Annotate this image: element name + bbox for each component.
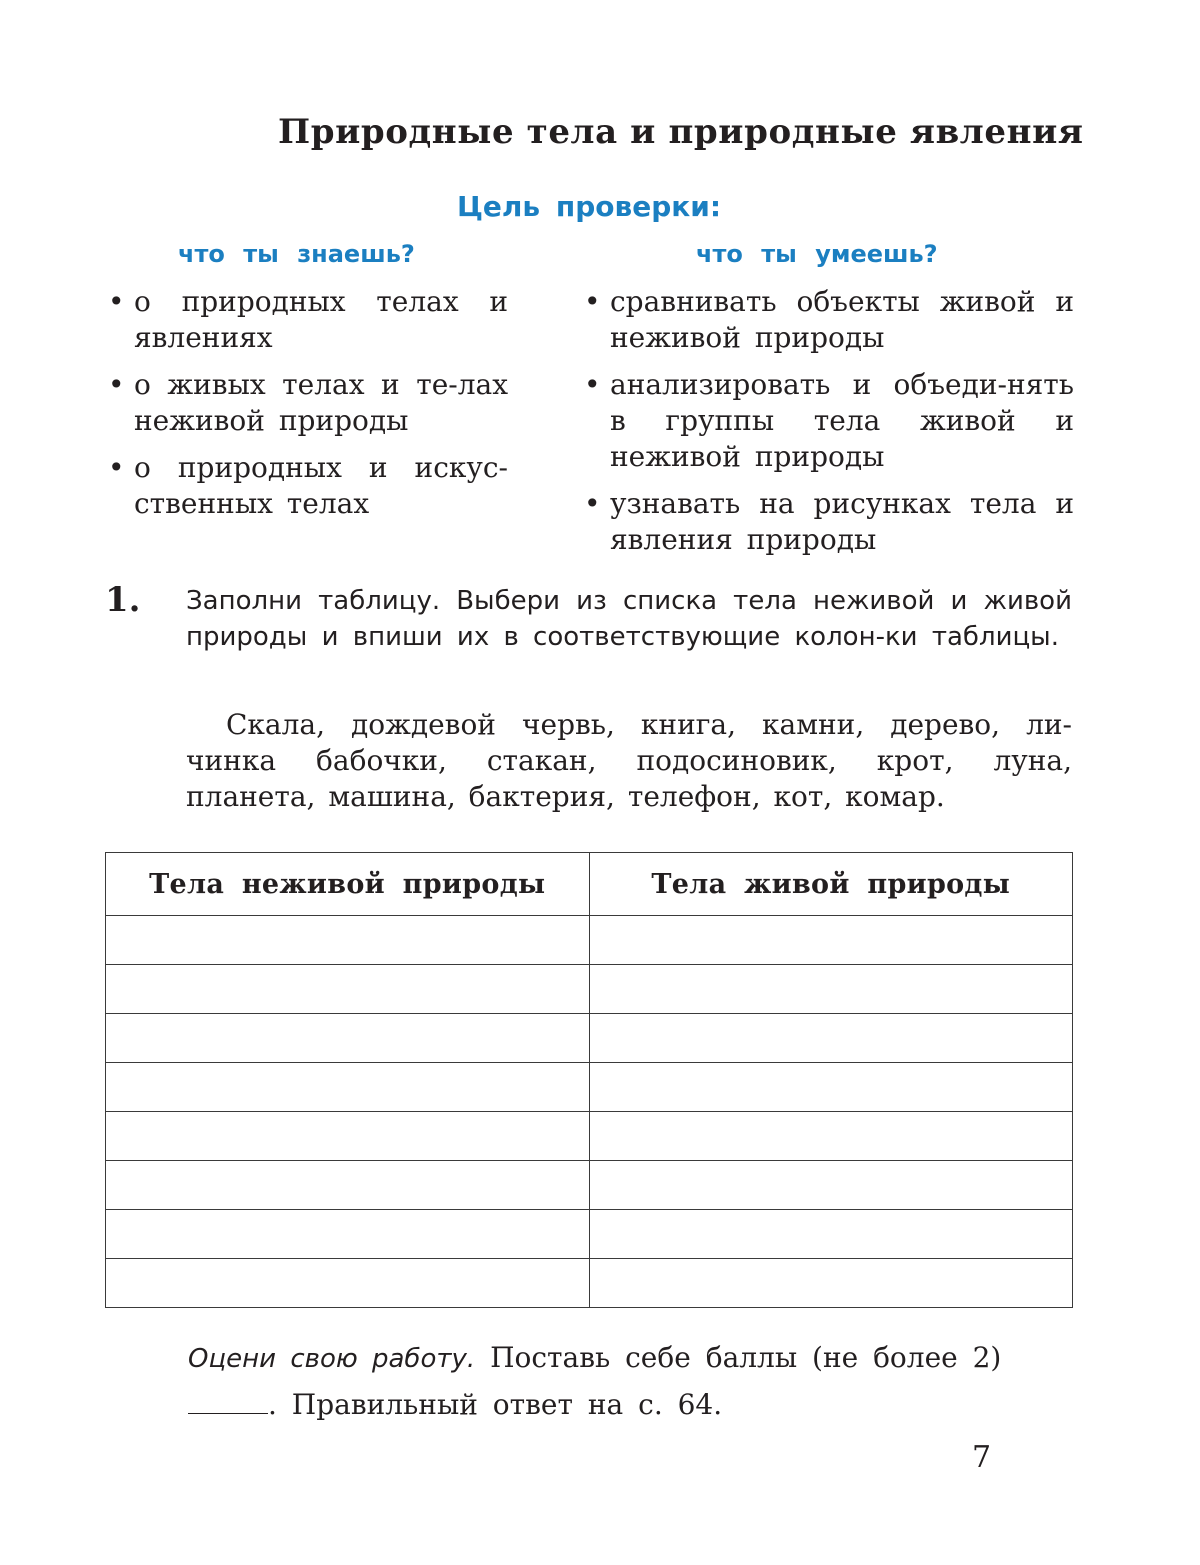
know-item-text: о природных телах и явлениях	[134, 285, 508, 354]
living-cell[interactable]	[589, 1014, 1073, 1063]
self-check-text: Поставь себе баллы (не более 2)	[490, 1341, 1002, 1374]
bullet-icon: •	[108, 451, 125, 484]
table-row	[106, 1161, 1073, 1210]
living-cell[interactable]	[589, 1063, 1073, 1112]
can-item-text: анализировать и объеди-нять в группы тела живой и неживой природы	[610, 368, 1074, 473]
nonliving-cell[interactable]	[106, 1112, 590, 1161]
table-row	[106, 916, 1073, 965]
bullet-icon: •	[584, 285, 601, 318]
nonliving-cell[interactable]	[106, 916, 590, 965]
page-number: 7	[972, 1440, 992, 1475]
bullet-icon: •	[108, 368, 125, 401]
know-item	[108, 450, 508, 522]
self-check	[188, 1335, 1072, 1428]
nonliving-cell[interactable]	[106, 1259, 590, 1308]
living-cell[interactable]	[589, 1112, 1073, 1161]
bullet-icon: •	[584, 487, 601, 520]
nonliving-cell[interactable]	[106, 1014, 590, 1063]
table-row	[106, 1063, 1073, 1112]
table-row	[106, 965, 1073, 1014]
table-row	[106, 1112, 1073, 1161]
nonliving-cell[interactable]	[106, 1161, 590, 1210]
header-living: Тела живой природы	[589, 853, 1073, 916]
goal-title: Цель проверки:	[456, 190, 722, 223]
table-header-row	[106, 853, 1073, 916]
self-check-lead: Оцени свою работу.	[188, 1344, 476, 1374]
table-row	[106, 1210, 1073, 1259]
table-row	[106, 1014, 1073, 1063]
know-heading: что ты знаешь?	[178, 240, 415, 268]
can-item	[584, 486, 1074, 558]
page-title: Природные тела и природные явления	[278, 112, 1084, 152]
living-cell[interactable]	[589, 1259, 1073, 1308]
know-list	[108, 284, 508, 533]
nonliving-cell[interactable]	[106, 1210, 590, 1259]
word-list: Скала, дождевой червь, книга, камни, дерево, ли-чинка бабочки, стакан, подосиновик, крот, луна, планета, машина, бактерия, телефон, кот, комар.	[186, 708, 1072, 813]
header-nonliving: Тела неживой природы	[106, 853, 590, 916]
living-cell[interactable]	[589, 1161, 1073, 1210]
know-item-text: о живых телах и те-лах неживой природы	[134, 368, 508, 437]
living-cell[interactable]	[589, 965, 1073, 1014]
can-list	[584, 284, 1074, 569]
score-blank[interactable]	[188, 1391, 268, 1414]
living-cell[interactable]	[589, 1210, 1073, 1259]
bullet-icon: •	[108, 285, 125, 318]
can-heading: что ты умеешь?	[696, 240, 938, 268]
nonliving-cell[interactable]	[106, 965, 590, 1014]
bullet-icon: •	[584, 368, 601, 401]
can-item-text: сравнивать объекты живой и неживой природы	[610, 285, 1074, 354]
task-number: 1.	[105, 580, 141, 620]
know-item-text: о природных и искус-ственных телах	[134, 451, 508, 520]
can-item	[584, 367, 1074, 475]
table-row	[106, 1259, 1073, 1308]
answer-reference: . Правильный ответ на с. 64.	[268, 1388, 723, 1421]
can-item	[584, 284, 1074, 356]
living-cell[interactable]	[589, 916, 1073, 965]
task-instruction: Заполни таблицу. Выбери из списка тела неживой и живой природы и впиши их в соответствующие колон-ки таблицы.	[186, 586, 1072, 652]
can-item-text: узнавать на рисунках тела и явления природы	[610, 487, 1074, 556]
know-item	[108, 367, 508, 439]
answer-table	[105, 852, 1073, 1308]
nonliving-cell[interactable]	[106, 1063, 590, 1112]
know-item	[108, 284, 508, 356]
